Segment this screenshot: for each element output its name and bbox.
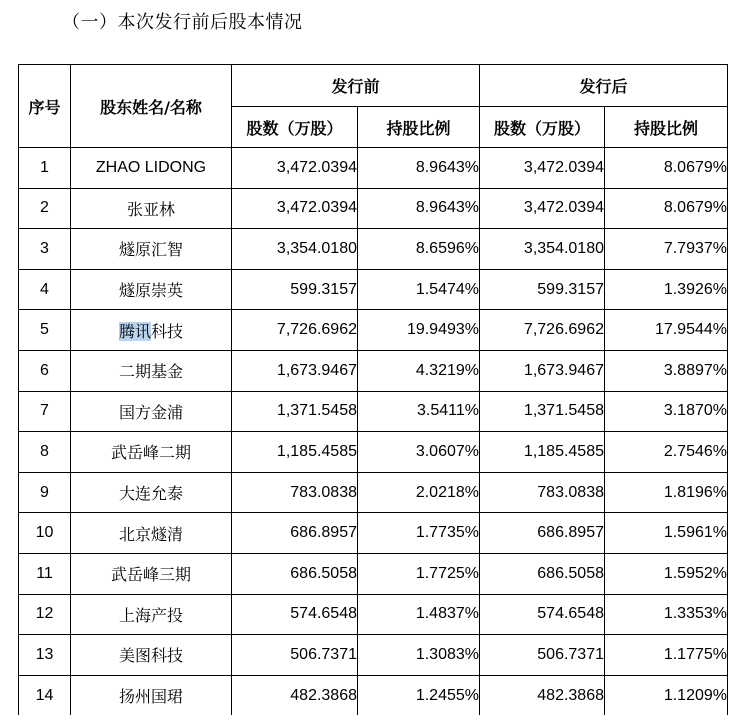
table-row [19, 310, 728, 351]
shareholder-name: 扬州国珺 [71, 675, 232, 715]
before-shares: 3,472.0394 [232, 148, 358, 189]
before-shares: 482.3868 [232, 675, 358, 715]
shareholder-name-rest: 科技 [151, 321, 184, 341]
before-shares: 1,673.9467 [232, 350, 358, 391]
header-row-group [19, 65, 728, 107]
row-index: 4 [19, 269, 71, 310]
before-shares: 599.3157 [232, 269, 358, 310]
table-row [19, 432, 728, 473]
after-shares: 3,472.0394 [480, 148, 605, 189]
section-heading: （一）本次发行前后股本情况 [62, 12, 303, 33]
before-ratio: 3.5411% [358, 391, 480, 432]
after-ratio: 1.8196% [605, 472, 728, 513]
before-shares: 574.6548 [232, 594, 358, 635]
after-ratio: 3.1870% [605, 391, 728, 432]
after-shares: 3,354.0180 [480, 229, 605, 270]
after-shares: 686.5058 [480, 553, 605, 594]
header-after-ratio: 持股比例 [605, 107, 728, 148]
before-ratio: 4.3219% [358, 350, 480, 391]
after-shares: 686.8957 [480, 513, 605, 554]
before-shares: 1,185.4585 [232, 432, 358, 473]
shareholder-name: 北京燧清 [71, 513, 232, 554]
shareholder-name: 武岳峰二期 [71, 432, 232, 473]
after-ratio: 1.1775% [605, 635, 728, 676]
after-ratio: 17.9544% [605, 310, 728, 351]
table-row [19, 675, 728, 715]
before-ratio: 19.9493% [358, 310, 480, 351]
shareholder-name: 燧原崇英 [71, 269, 232, 310]
after-ratio: 7.7937% [605, 229, 728, 270]
shareholder-name: 二期基金 [71, 350, 232, 391]
after-shares: 599.3157 [480, 269, 605, 310]
header-index: 序号 [19, 65, 71, 148]
table-row [19, 269, 728, 310]
after-shares: 3,472.0394 [480, 188, 605, 229]
shareholder-name: 美图科技 [71, 635, 232, 676]
before-ratio: 8.6596% [358, 229, 480, 270]
after-shares: 783.0838 [480, 472, 605, 513]
row-index: 6 [19, 350, 71, 391]
before-shares: 1,371.5458 [232, 391, 358, 432]
before-ratio: 1.5474% [358, 269, 480, 310]
table-row [19, 188, 728, 229]
row-index: 11 [19, 553, 71, 594]
before-ratio: 8.9643% [358, 148, 480, 189]
before-ratio: 3.0607% [358, 432, 480, 473]
row-index: 7 [19, 391, 71, 432]
after-shares: 1,673.9467 [480, 350, 605, 391]
table-row [19, 594, 728, 635]
before-ratio: 1.4837% [358, 594, 480, 635]
table-row [19, 148, 728, 189]
after-shares: 506.7371 [480, 635, 605, 676]
row-index: 5 [19, 310, 71, 351]
table-row [19, 635, 728, 676]
after-ratio: 3.8897% [605, 350, 728, 391]
table-row [19, 553, 728, 594]
before-shares: 686.8957 [232, 513, 358, 554]
table-row [19, 513, 728, 554]
header-after-shares: 股数（万股） [480, 107, 605, 148]
header-before-issuance: 发行前 [232, 65, 480, 107]
after-shares: 482.3868 [480, 675, 605, 715]
before-shares: 3,354.0180 [232, 229, 358, 270]
before-shares: 7,726.6962 [232, 310, 358, 351]
before-ratio: 1.2455% [358, 675, 480, 715]
shareholder-name: 张亚林 [71, 188, 232, 229]
shareholder-name [71, 310, 232, 351]
before-shares: 686.5058 [232, 553, 358, 594]
before-ratio: 8.9643% [358, 188, 480, 229]
after-ratio: 1.3926% [605, 269, 728, 310]
after-shares: 1,371.5458 [480, 391, 605, 432]
table-row [19, 391, 728, 432]
after-ratio: 1.5961% [605, 513, 728, 554]
before-shares: 783.0838 [232, 472, 358, 513]
after-ratio: 1.5952% [605, 553, 728, 594]
shareholding-table [18, 64, 728, 715]
header-after-issuance: 发行后 [480, 65, 728, 107]
row-index: 8 [19, 432, 71, 473]
selected-text-highlight[interactable]: 腾讯 [118, 321, 151, 341]
header-before-ratio: 持股比例 [358, 107, 480, 148]
row-index: 12 [19, 594, 71, 635]
row-index: 1 [19, 148, 71, 189]
header-shareholder-name: 股东姓名/名称 [71, 65, 232, 148]
before-shares: 506.7371 [232, 635, 358, 676]
before-shares: 3,472.0394 [232, 188, 358, 229]
row-index: 9 [19, 472, 71, 513]
table-row [19, 229, 728, 270]
table-row [19, 472, 728, 513]
header-before-shares: 股数（万股） [232, 107, 358, 148]
after-ratio: 8.0679% [605, 148, 728, 189]
shareholder-name: 武岳峰三期 [71, 553, 232, 594]
row-index: 10 [19, 513, 71, 554]
row-index: 2 [19, 188, 71, 229]
after-shares: 574.6548 [480, 594, 605, 635]
shareholder-name: 国方金浦 [71, 391, 232, 432]
after-ratio: 1.1209% [605, 675, 728, 715]
shareholder-name: 上海产投 [71, 594, 232, 635]
row-index: 13 [19, 635, 71, 676]
after-shares: 1,185.4585 [480, 432, 605, 473]
before-ratio: 2.0218% [358, 472, 480, 513]
before-ratio: 1.7725% [358, 553, 480, 594]
shareholder-name: 大连允泰 [71, 472, 232, 513]
after-ratio: 8.0679% [605, 188, 728, 229]
row-index: 14 [19, 675, 71, 715]
before-ratio: 1.7735% [358, 513, 480, 554]
after-ratio: 1.3353% [605, 594, 728, 635]
shareholder-name: ZHAO LIDONG [71, 148, 232, 189]
before-ratio: 1.3083% [358, 635, 480, 676]
shareholder-name: 燧原汇智 [71, 229, 232, 270]
row-index: 3 [19, 229, 71, 270]
table-row [19, 350, 728, 391]
after-shares: 7,726.6962 [480, 310, 605, 351]
after-ratio: 2.7546% [605, 432, 728, 473]
